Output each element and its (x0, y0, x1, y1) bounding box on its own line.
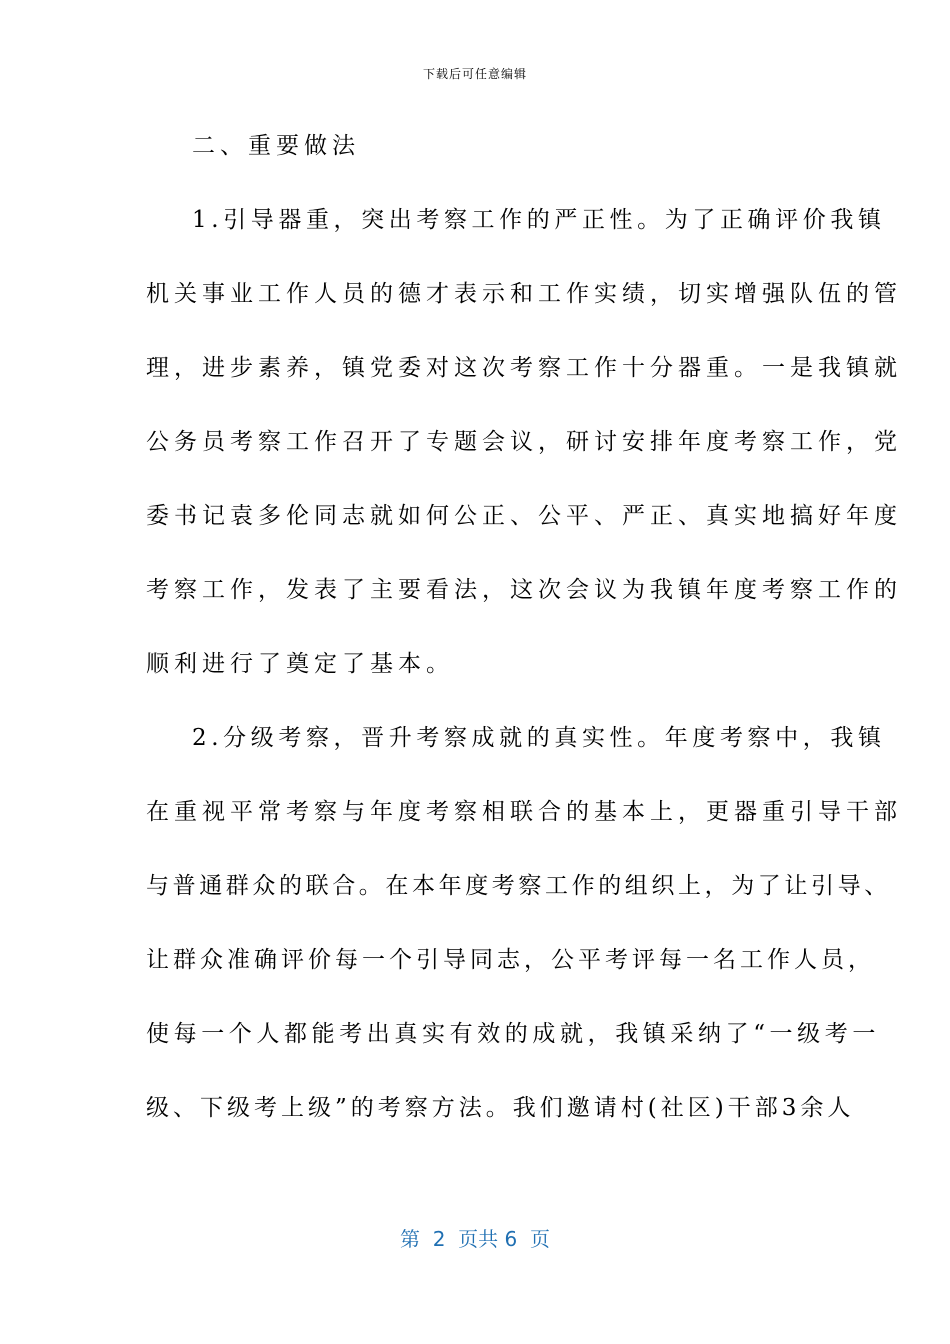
section-heading: 二、重要做法 (192, 133, 360, 159)
paragraph-2-line-2: 在重视平常考察与年度考察相联合的基本上，更器重引导干部 (146, 799, 902, 825)
paragraph-2-line-1: 2.分级考察，晋升考察成就的真实性。年度考察中，我镇 (192, 725, 886, 751)
page-number-footer: 第 2 页共 6 页 (400, 1227, 550, 1251)
paragraph-2-line-6: 级、下级考上级”的考察方法。我们邀请村(社区)干部3余人 (146, 1095, 855, 1121)
paragraph-1-line-2: 机关事业工作人员的德才表示和工作实绩，切实增强队伍的管 (146, 281, 902, 307)
paragraph-2-line-5: 使每一个人都能考出真实有效的成就，我镇采纳了“一级考一 (146, 1021, 880, 1047)
paragraph-2-line-3: 与普通群众的联合。在本年度考察工作的组织上，为了让引导、 (146, 873, 891, 899)
paragraph-1-line-1: 1.引导器重，突出考察工作的严正性。为了正确评价我镇 (192, 207, 886, 233)
paragraph-1-line-6: 考察工作，发表了主要看法，这次会议为我镇年度考察工作的 (146, 577, 902, 603)
page-header: 下载后可任意编辑 (422, 67, 527, 81)
paragraph-1-line-5: 委书记袁多伦同志就如何公正、公平、严正、真实地搞好年度 (146, 503, 902, 529)
paragraph-2-line-4: 让群众准确评价每一个引导同志，公平考评每一名工作人员， (146, 947, 875, 973)
paragraph-1-line-3: 理，进步素养，镇党委对这次考察工作十分器重。一是我镇就 (146, 355, 902, 381)
paragraph-1-line-7: 顺利进行了奠定了基本。 (146, 651, 454, 677)
paragraph-1-line-4: 公务员考察工作召开了专题会议，研讨安排年度考察工作，党 (146, 429, 902, 455)
